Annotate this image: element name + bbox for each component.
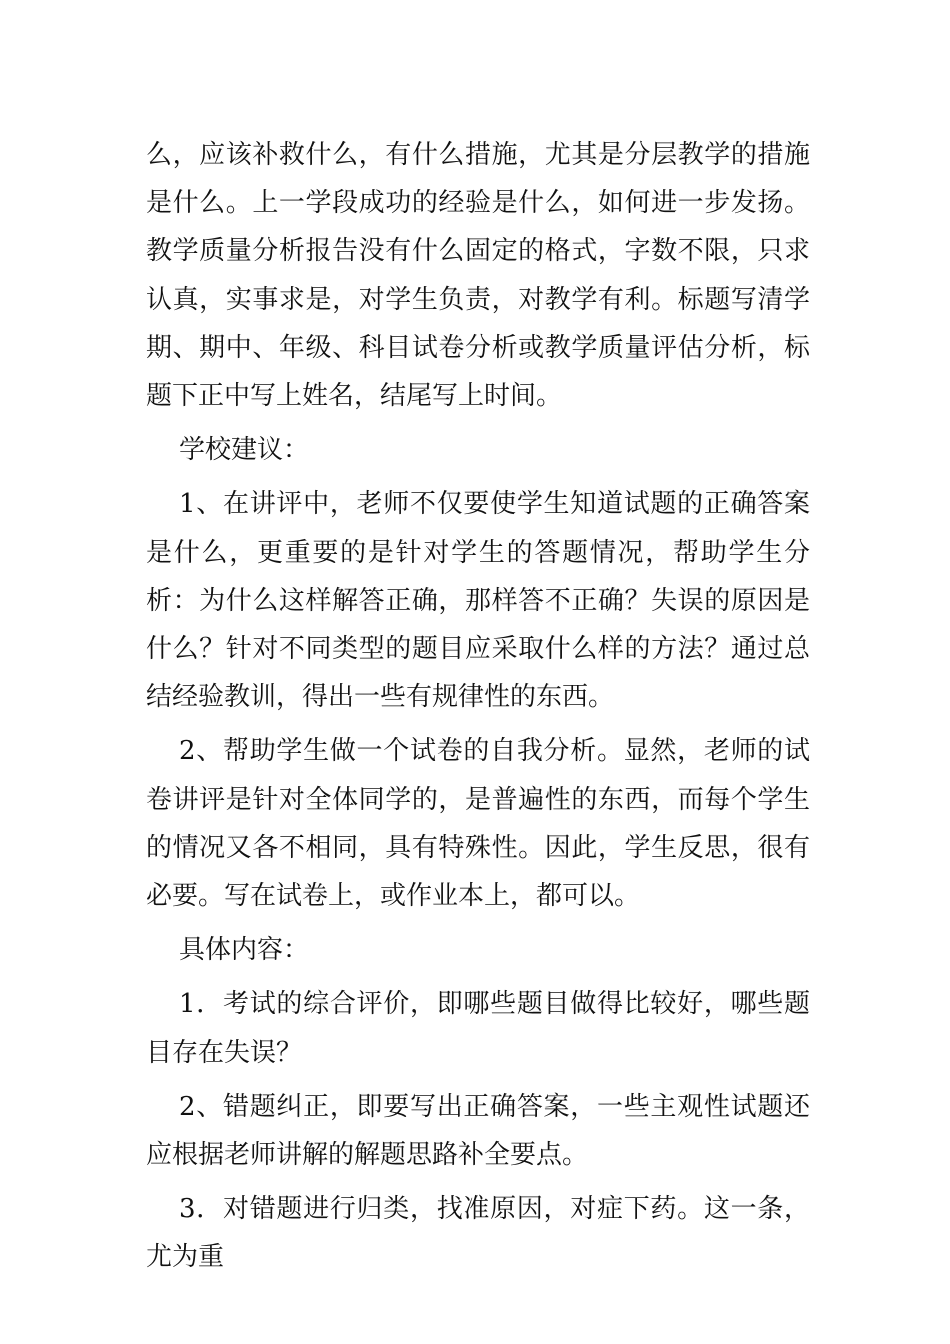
paragraph-content-1: 1．考试的综合评价，即哪些题目做得比较好，哪些题目存在失误？ (146, 989, 810, 1068)
paragraph-suggestion-1: 1、在讲评中，老师不仅要使学生知道试题的正确答案是什么，更重要的是针对学生的答题情况，帮助学生分析：为什么这样解答正确，那样答不正确？失误的原因是什么？针对不同类型的题目应采取什么样的方法？通过总结经验教训，得出一些有规律性的东西。 (146, 489, 810, 713)
paragraph-continuation: 么，应该补救什么，有什么措施，尤其是分层教学的措施是什么。上一学段成功的经验是什么，如何进一步发扬。教学质量分析报告没有什么固定的格式，字数不限，只求认真，实事求是，对学生负责，对教学有利。标题写清学期、期中、年级、科目试卷分析或教学质量评估分析，标题下正中写上姓名，结尾写上时间。 (146, 140, 810, 412)
heading-school-suggestions: 学校建议： (179, 435, 310, 466)
heading-specific-content: 具体内容： (179, 935, 310, 966)
paragraph-content-2: 2、错题纠正，即要写出正确答案，一些主观性试题还应根据老师讲解的解题思路补全要点。 (146, 1091, 810, 1171)
paragraph-content-3: 3．对错题进行归类，找准原因，对症下药。这一条，尤为重 (146, 1194, 810, 1273)
paragraph-suggestion-2: 2、帮助学生做一个试卷的自我分析。显然，老师的试卷讲评是针对全体同学的，是普遍性的东西，而每个学生的情况又各不相同，具有特殊性。因此，学生反思，很有必要。写在试卷上，或作业本上，都可以。 (146, 736, 810, 912)
document-body (146, 131, 810, 1288)
